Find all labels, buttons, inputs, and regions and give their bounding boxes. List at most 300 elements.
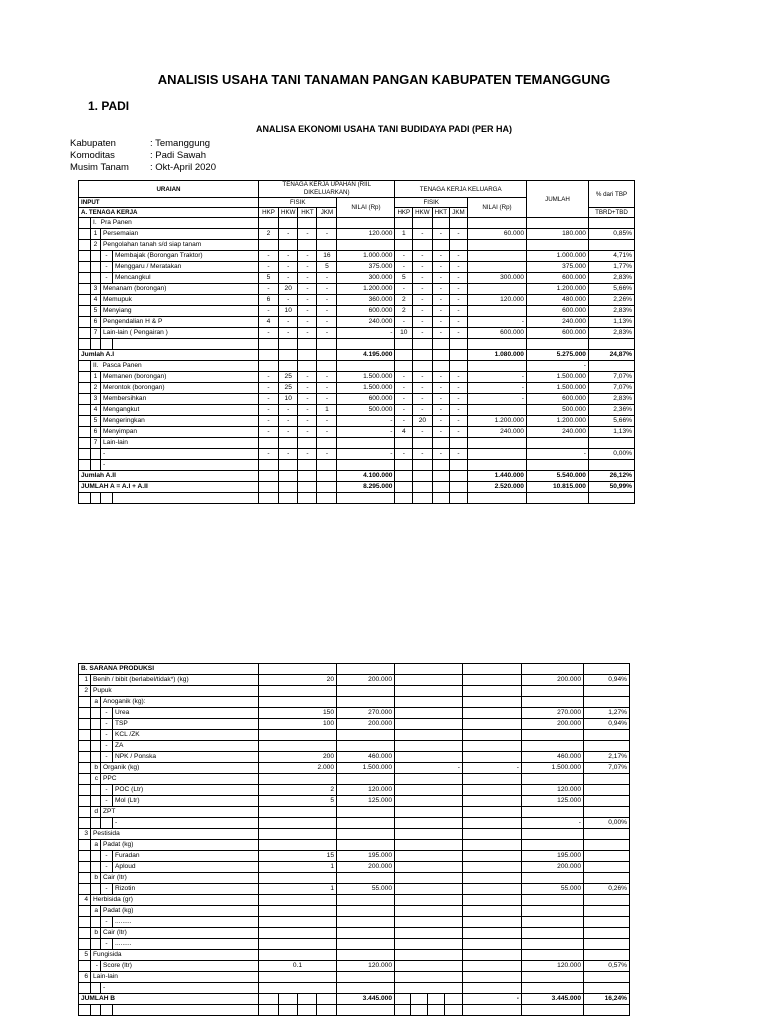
keluarga-fisik: - xyxy=(449,328,467,339)
row-bullet: - xyxy=(101,708,113,719)
pct-cell xyxy=(584,697,630,708)
jumlah-cell xyxy=(526,438,588,449)
jumlah-cell: 600.000 xyxy=(526,273,588,284)
row-number: 6 xyxy=(91,427,101,438)
empty-cell xyxy=(279,471,298,482)
row-label: Memanen (borongan) xyxy=(101,372,259,383)
meta-key: Komoditas xyxy=(70,150,115,161)
keluarga-fisik: - xyxy=(413,328,432,339)
upahan-fisik: - xyxy=(298,295,317,306)
hkt-header: HKT xyxy=(432,208,449,218)
quantity-cell xyxy=(259,906,337,917)
upahan-nilai: 600.000 xyxy=(337,394,395,405)
keluarga-fisik xyxy=(395,961,463,972)
empty-cell xyxy=(91,752,101,763)
upahan-fisik: - xyxy=(279,317,298,328)
pct-cell xyxy=(588,438,634,449)
keluarga-fisik: - xyxy=(395,763,463,774)
row-bullet xyxy=(101,818,113,829)
empty-cell xyxy=(91,493,101,504)
quantity-cell xyxy=(259,807,337,818)
jumlah-cell: 200.000 xyxy=(522,719,584,730)
upahan-fisik: - xyxy=(298,229,317,240)
row-letter xyxy=(91,983,101,994)
keluarga-fisik xyxy=(395,884,463,895)
keluarga-fisik xyxy=(395,240,413,251)
row-bullet: - xyxy=(101,741,113,752)
upahan-fisik xyxy=(279,361,298,372)
empty-cell xyxy=(79,862,91,873)
row-number: 5 xyxy=(91,306,101,317)
empty-cell xyxy=(91,741,101,752)
quantity-cell: 20 xyxy=(259,675,337,686)
empty-cell xyxy=(91,273,101,284)
upahan-nilai: 120.000 xyxy=(337,229,395,240)
keluarga-nilai: 60.000 xyxy=(467,229,526,240)
empty-cell xyxy=(395,482,413,493)
upahan-fisik xyxy=(298,361,317,372)
jumlah-cell: 240.000 xyxy=(526,427,588,438)
row-label: NPK / Ponska xyxy=(113,752,259,763)
nilai-cell xyxy=(337,972,395,983)
keluarga-fisik xyxy=(395,917,463,928)
row-letter: b xyxy=(91,928,101,939)
pct-cell xyxy=(584,730,630,741)
upahan-fisik: - xyxy=(298,427,317,438)
table-row xyxy=(79,917,630,928)
keluarga-fisik xyxy=(395,774,463,785)
row-label: Fungisida xyxy=(91,950,259,961)
keluarga-nilai xyxy=(467,251,526,262)
keluarga-header: TENAGA KERJA KELUARGA xyxy=(395,181,527,198)
empty-cell xyxy=(79,317,91,328)
empty-cell xyxy=(445,994,463,1005)
empty-cell xyxy=(91,785,101,796)
row-label: Lain-lain ( Pengairan ) xyxy=(101,328,259,339)
keluarga-nilai xyxy=(463,840,522,851)
empty-cell xyxy=(522,1005,584,1016)
pct-cell: 0,94% xyxy=(584,675,630,686)
empty-cell xyxy=(298,1005,317,1016)
pct-cell: 7,07% xyxy=(584,763,630,774)
keluarga-nilai: - xyxy=(467,383,526,394)
empty-cell xyxy=(79,785,91,796)
jumlah-cell: 55.000 xyxy=(522,884,584,895)
keluarga-nilai: 1.200.000 xyxy=(467,416,526,427)
empty-cell xyxy=(91,339,101,350)
empty-cell xyxy=(317,1005,337,1016)
jumlah-cell xyxy=(522,829,584,840)
keluarga-fisik: - xyxy=(449,284,467,295)
upahan-nilai: - xyxy=(337,328,395,339)
empty-cell xyxy=(79,752,91,763)
pct-cell xyxy=(584,840,630,851)
empty-cell xyxy=(91,796,101,807)
empty-cell xyxy=(279,482,298,493)
pct-cell: 4,71% xyxy=(588,251,634,262)
row-number: 2 xyxy=(79,686,91,697)
upahan-nilai: 300.000 xyxy=(337,273,395,284)
table-row xyxy=(79,774,630,785)
empty-cell xyxy=(101,1005,113,1016)
keluarga-fisik: - xyxy=(413,405,432,416)
pct-cell: 2,83% xyxy=(588,273,634,284)
empty-cell xyxy=(279,339,298,350)
jumlah-cell xyxy=(522,774,584,785)
quantity-cell xyxy=(259,950,337,961)
pct-cell xyxy=(584,686,630,697)
pct-cell: 0,85% xyxy=(588,229,634,240)
empty-cell xyxy=(79,251,91,262)
row-label xyxy=(91,218,259,229)
nilai-cell xyxy=(337,928,395,939)
table-row xyxy=(79,983,630,994)
jumlah-cell: 125.000 xyxy=(522,796,584,807)
empty-cell xyxy=(445,1005,463,1016)
keluarga-fisik: - xyxy=(413,273,432,284)
upahan-fisik: - xyxy=(317,416,337,427)
jumlah-cell: 200.000 xyxy=(522,675,584,686)
table-row xyxy=(79,664,630,675)
upahan-fisik: - xyxy=(317,295,337,306)
pct-cell: 26,12% xyxy=(588,471,634,482)
table-row xyxy=(79,818,630,829)
keluarga-fisik xyxy=(395,840,463,851)
hkp-header: HKP xyxy=(259,208,279,218)
row-label: ......... xyxy=(113,917,259,928)
quantity-cell xyxy=(259,983,337,994)
jumlah-cell: 200.000 xyxy=(522,862,584,873)
empty-cell xyxy=(79,284,91,295)
keluarga-nilai: - xyxy=(467,317,526,328)
pct-cell xyxy=(588,361,634,372)
jumlah-cell xyxy=(522,730,584,741)
keluarga-fisik: - xyxy=(432,295,449,306)
empty-cell xyxy=(395,493,413,504)
row-label: Organik (kg) xyxy=(101,763,259,774)
keluarga-nilai xyxy=(463,906,522,917)
keluarga-fisik: - xyxy=(413,262,432,273)
keluarga-nilai: 240.000 xyxy=(467,427,526,438)
upahan-fisik: - xyxy=(317,317,337,328)
upahan-nilai: 1.500.000 xyxy=(337,372,395,383)
keluarga-fisik: - xyxy=(413,251,432,262)
keluarga-fisik xyxy=(413,240,432,251)
row-number: 3 xyxy=(91,284,101,295)
jumlah-cell: 240.000 xyxy=(526,317,588,328)
keluarga-fisik xyxy=(449,438,467,449)
upahan-fisik: - xyxy=(298,306,317,317)
pct-cell xyxy=(584,785,630,796)
hkw-header: HKW xyxy=(413,208,432,218)
meta-value: : Padi Sawah xyxy=(150,150,206,161)
empty-cell xyxy=(259,1005,279,1016)
row-label: Mengangkut xyxy=(101,405,259,416)
empty-cell xyxy=(317,471,337,482)
meta-value: : Okt-April 2020 xyxy=(150,162,216,173)
jumlah-cell: 460.000 xyxy=(522,752,584,763)
empty-cell xyxy=(79,306,91,317)
row-number: 2 xyxy=(91,383,101,394)
empty-cell xyxy=(79,708,91,719)
empty-cell xyxy=(91,884,101,895)
jumlah-cell xyxy=(522,917,584,928)
upahan-nilai: 1.200.000 xyxy=(337,284,395,295)
empty-cell xyxy=(298,350,317,361)
empty-cell xyxy=(317,339,337,350)
empty-cell xyxy=(317,493,337,504)
empty-cell xyxy=(337,339,395,350)
empty-cell xyxy=(449,482,467,493)
jumlah-cell: 195.000 xyxy=(522,851,584,862)
table-row xyxy=(79,405,635,416)
upahan-nilai: - xyxy=(337,449,395,460)
empty-cell xyxy=(298,482,317,493)
row-label: Cair (ltr) xyxy=(101,873,259,884)
upahan-fisik: - xyxy=(317,372,337,383)
row-number: I. xyxy=(93,219,97,226)
upahan-fisik xyxy=(279,218,298,229)
jumlah-cell xyxy=(522,983,584,994)
row-bullet: - xyxy=(101,862,113,873)
table-row xyxy=(79,273,635,284)
quantity-cell: 150 xyxy=(259,708,337,719)
total-label: JUMLAH A = A.I + A.II xyxy=(79,482,259,493)
jkm-header: JKM xyxy=(317,208,337,218)
upahan-fisik xyxy=(317,438,337,449)
row-bullet: - xyxy=(101,262,113,273)
row-label: Rizotin xyxy=(113,884,259,895)
nilai-cell: 55.000 xyxy=(337,884,395,895)
pct-cell: 16,24% xyxy=(584,994,630,1005)
keluarga-fisik xyxy=(395,675,463,686)
pct-cell xyxy=(584,774,630,785)
nilai-cell xyxy=(337,807,395,818)
keluarga-fisik: - xyxy=(432,328,449,339)
table-row xyxy=(79,460,635,471)
keluarga-fisik xyxy=(413,438,432,449)
keluarga-fisik: - xyxy=(395,383,413,394)
quantity-cell: 2.000 xyxy=(259,763,337,774)
empty-cell xyxy=(432,471,449,482)
empty-cell xyxy=(395,339,413,350)
keluarga-fisik xyxy=(449,460,467,471)
fisik-header: FISIK xyxy=(395,198,468,208)
pct-cell: 5,66% xyxy=(588,416,634,427)
empty-cell xyxy=(101,493,113,504)
empty-cell xyxy=(279,994,298,1005)
upahan-fisik: - xyxy=(298,449,317,460)
nilai-cell xyxy=(337,950,395,961)
keluarga-nilai xyxy=(463,752,522,763)
empty-cell xyxy=(79,295,91,306)
table-row xyxy=(79,796,630,807)
empty-cell xyxy=(91,862,101,873)
pct-cell xyxy=(584,664,630,675)
quantity-cell xyxy=(259,895,337,906)
row-label: - xyxy=(101,460,259,471)
table-row xyxy=(79,697,630,708)
empty-cell xyxy=(467,339,526,350)
empty-cell xyxy=(79,240,91,251)
tbrd-header: TBRD+TBD xyxy=(588,208,634,218)
empty-cell xyxy=(298,339,317,350)
row-label: ZA xyxy=(113,741,259,752)
empty-cell xyxy=(79,741,91,752)
keluarga-fisik xyxy=(395,664,463,675)
empty-cell xyxy=(79,449,91,460)
upahan-fisik xyxy=(259,460,279,471)
table-row xyxy=(79,262,635,273)
keluarga-nilai xyxy=(467,449,526,460)
upahan-fisik: 4 xyxy=(259,317,279,328)
table-row xyxy=(79,862,630,873)
pct-cell xyxy=(584,983,630,994)
table-row xyxy=(79,328,635,339)
empty-cell xyxy=(79,884,91,895)
table-subtitle: ANALISA EKONOMI USAHA TANI BUDIDAYA PADI (PER HA) xyxy=(255,124,512,134)
empty-cell xyxy=(432,482,449,493)
row-number: 5 xyxy=(79,950,91,961)
pct-cell: 1,13% xyxy=(588,317,634,328)
row-number: 4 xyxy=(91,405,101,416)
pct-cell: 5,66% xyxy=(588,284,634,295)
table-row xyxy=(79,741,630,752)
keluarga-nilai: 120.000 xyxy=(467,295,526,306)
keluarga-fisik xyxy=(395,752,463,763)
jumlah-cell: 1.000.000 xyxy=(526,251,588,262)
keluarga-fisik xyxy=(432,240,449,251)
jumlah-cell xyxy=(522,950,584,961)
upahan-fisik: - xyxy=(279,295,298,306)
empty-cell xyxy=(101,339,113,350)
table-row xyxy=(79,972,630,983)
keluarga-nilai: - xyxy=(467,394,526,405)
row-label: Mencangkul xyxy=(113,273,259,284)
keluarga-fisik xyxy=(395,906,463,917)
table-row xyxy=(79,807,630,818)
empty-cell xyxy=(91,251,101,262)
keluarga-nilai xyxy=(463,950,522,961)
keluarga-fisik: - xyxy=(432,306,449,317)
keluarga-fisik: - xyxy=(449,383,467,394)
table-row xyxy=(79,873,630,884)
section-heading: 1. PADI xyxy=(88,99,130,113)
row-number: 4 xyxy=(91,295,101,306)
keluarga-fisik xyxy=(432,218,449,229)
jumlah-cell xyxy=(526,460,588,471)
keluarga-nilai: 2.520.000 xyxy=(467,482,526,493)
table-row xyxy=(79,939,630,950)
table-row xyxy=(79,361,635,372)
row-number: 1 xyxy=(91,372,101,383)
keluarga-fisik: - xyxy=(395,416,413,427)
upahan-fisik: - xyxy=(317,427,337,438)
empty-cell xyxy=(91,818,101,829)
keluarga-fisik: - xyxy=(413,284,432,295)
upahan-fisik: - xyxy=(259,416,279,427)
keluarga-nilai xyxy=(467,361,526,372)
upahan-fisik xyxy=(317,218,337,229)
empty-cell xyxy=(79,218,91,229)
pct-cell xyxy=(584,873,630,884)
empty-cell xyxy=(79,416,91,427)
row-label: Menggaru / Meratakan xyxy=(113,262,259,273)
table-row xyxy=(79,438,635,449)
keluarga-fisik: - xyxy=(449,405,467,416)
table-row xyxy=(79,1005,630,1016)
row-label: Menanam (borongan) xyxy=(101,284,259,295)
upahan-fisik xyxy=(298,438,317,449)
empty-cell xyxy=(79,818,91,829)
empty-cell xyxy=(79,851,91,862)
keluarga-fisik xyxy=(395,939,463,950)
empty-cell xyxy=(463,1005,522,1016)
keluarga-nilai xyxy=(463,807,522,818)
keluarga-fisik: - xyxy=(413,317,432,328)
upahan-fisik: 25 xyxy=(279,383,298,394)
keluarga-fisik: - xyxy=(395,317,413,328)
empty-cell xyxy=(79,730,91,741)
pct-cell: 1,27% xyxy=(584,708,630,719)
quantity-cell: 5 xyxy=(259,796,337,807)
row-label: PPC xyxy=(101,774,259,785)
keluarga-nilai xyxy=(467,438,526,449)
keluarga-fisik: 5 xyxy=(395,273,413,284)
row-bullet: - xyxy=(101,273,113,284)
upahan-fisik: - xyxy=(259,306,279,317)
keluarga-nilai: - xyxy=(463,994,522,1005)
upahan-fisik xyxy=(259,361,279,372)
upahan-fisik xyxy=(298,240,317,251)
keluarga-fisik: - xyxy=(449,317,467,328)
jumlah-cell xyxy=(522,840,584,851)
jkm-header: JKM xyxy=(449,208,467,218)
empty-cell xyxy=(79,394,91,405)
jumlah-cell xyxy=(526,218,588,229)
keluarga-fisik: - xyxy=(413,229,432,240)
pct-cell xyxy=(584,829,630,840)
keluarga-fisik xyxy=(395,983,463,994)
keluarga-fisik: - xyxy=(395,284,413,295)
upahan-nilai xyxy=(337,460,395,471)
keluarga-fisik: - xyxy=(449,273,467,284)
keluarga-nilai xyxy=(467,460,526,471)
row-number: 1 xyxy=(91,229,101,240)
keluarga-nilai xyxy=(463,873,522,884)
upahan-fisik: - xyxy=(317,394,337,405)
nilai-cell: 200.000 xyxy=(337,719,395,730)
nilai-cell: 270.000 xyxy=(337,708,395,719)
upahan-nilai: 600.000 xyxy=(337,306,395,317)
row-number: 7 xyxy=(91,328,101,339)
pct-cell xyxy=(584,862,630,873)
keluarga-fisik xyxy=(395,708,463,719)
jumlah-cell: 1.500.000 xyxy=(522,763,584,774)
nilai-cell xyxy=(337,906,395,917)
keluarga-fisik xyxy=(395,807,463,818)
row-bullet: - xyxy=(101,796,113,807)
keluarga-nilai: - xyxy=(463,763,522,774)
row-label: Menyimpan xyxy=(101,427,259,438)
upahan-fisik: - xyxy=(298,394,317,405)
keluarga-nilai xyxy=(463,741,522,752)
row-number: II. xyxy=(93,362,99,369)
keluarga-nilai xyxy=(463,829,522,840)
keluarga-nilai xyxy=(463,686,522,697)
keluarga-fisik: - xyxy=(432,262,449,273)
keluarga-fisik: - xyxy=(413,394,432,405)
